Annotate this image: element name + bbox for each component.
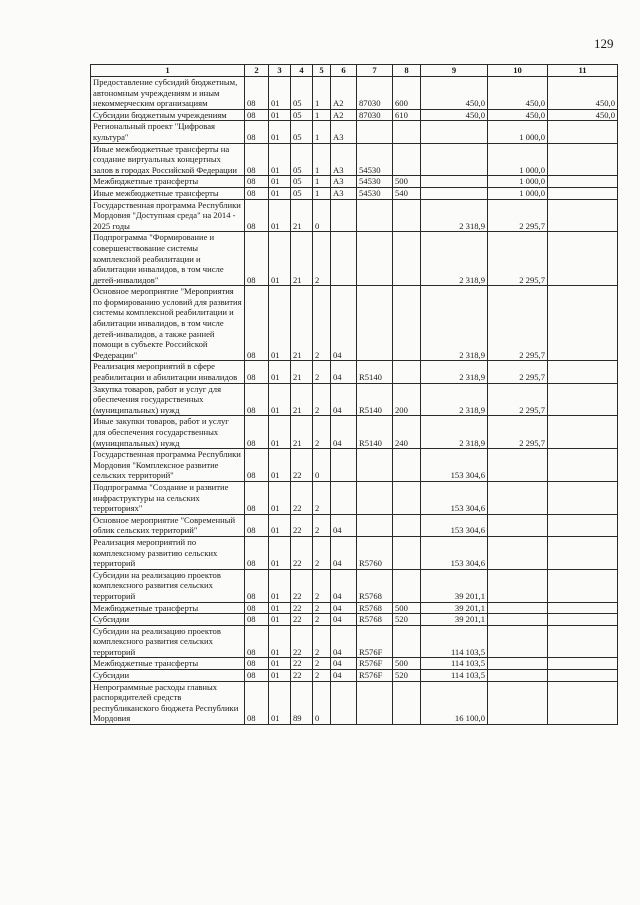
row-name-cell: Государственная программа Республики Мордовия "Комплексное развитие сельских территорий"	[91, 449, 245, 482]
amount-cell	[488, 536, 548, 569]
amount-cell: 450,0	[421, 77, 488, 110]
amount-cell: 2 295,7	[488, 232, 548, 286]
table-row	[91, 109, 618, 121]
code-cell: 2	[313, 625, 331, 658]
code-cell: R5768	[357, 569, 393, 602]
code-cell	[357, 514, 393, 536]
code-cell: 05	[291, 176, 313, 188]
amount-cell	[488, 670, 548, 682]
amount-cell	[488, 449, 548, 482]
code-cell	[357, 121, 393, 143]
code-cell: 08	[245, 602, 269, 614]
code-cell: R5140	[357, 383, 393, 416]
code-cell: 08	[245, 286, 269, 361]
code-cell: 540	[393, 187, 421, 199]
code-cell: 21	[291, 416, 313, 449]
code-cell: 08	[245, 681, 269, 724]
code-cell: 1	[313, 176, 331, 188]
column-header-7: 7	[357, 65, 393, 77]
code-cell: R5768	[357, 602, 393, 614]
code-cell: 01	[269, 361, 291, 383]
code-cell: 22	[291, 658, 313, 670]
table-row	[91, 176, 618, 188]
code-cell	[393, 481, 421, 514]
code-cell	[393, 232, 421, 286]
code-cell: 240	[393, 416, 421, 449]
amount-cell: 114 103,5	[421, 625, 488, 658]
column-header-11: 11	[548, 65, 618, 77]
table-row	[91, 536, 618, 569]
code-cell	[393, 286, 421, 361]
amount-cell: 1 000,0	[488, 143, 548, 176]
amount-cell	[548, 232, 618, 286]
amount-cell: 114 103,5	[421, 670, 488, 682]
code-cell: 04	[331, 536, 357, 569]
code-cell: 05	[291, 77, 313, 110]
code-cell: 500	[393, 658, 421, 670]
code-cell: 0	[313, 449, 331, 482]
amount-cell: 2 295,7	[488, 416, 548, 449]
code-cell: A3	[331, 187, 357, 199]
code-cell: 08	[245, 143, 269, 176]
code-cell	[357, 481, 393, 514]
code-cell: 2	[313, 383, 331, 416]
code-cell: 01	[269, 77, 291, 110]
code-cell: A3	[331, 121, 357, 143]
amount-cell	[548, 199, 618, 232]
code-cell: 01	[269, 143, 291, 176]
code-cell: 08	[245, 187, 269, 199]
amount-cell	[488, 481, 548, 514]
column-header-8: 8	[393, 65, 421, 77]
amount-cell	[548, 614, 618, 626]
code-cell	[357, 286, 393, 361]
amount-cell: 153 304,6	[421, 481, 488, 514]
amount-cell	[548, 361, 618, 383]
amount-cell: 153 304,6	[421, 449, 488, 482]
amount-cell	[548, 383, 618, 416]
row-name-cell: Непрограммные расходы главных распорядителей средств республиканского бюджета Республики Мордовия	[91, 681, 245, 724]
code-cell: 08	[245, 670, 269, 682]
code-cell: 2	[313, 286, 331, 361]
table-row	[91, 361, 618, 383]
code-cell	[393, 514, 421, 536]
row-name-cell: Субсидии	[91, 670, 245, 682]
amount-cell: 2 318,9	[421, 199, 488, 232]
row-name-cell: Реализация мероприятий по комплексному развитию сельских территорий	[91, 536, 245, 569]
amount-cell: 2 295,7	[488, 361, 548, 383]
row-name-cell: Иные межбюджетные трансферты на создание виртуальных концертных залов в городах Российской Федерации	[91, 143, 245, 176]
code-cell: 22	[291, 670, 313, 682]
column-header-9: 9	[421, 65, 488, 77]
amount-cell	[548, 286, 618, 361]
table-row	[91, 658, 618, 670]
code-cell: 01	[269, 187, 291, 199]
code-cell: 04	[331, 416, 357, 449]
code-cell: 05	[291, 143, 313, 176]
code-cell: 89	[291, 681, 313, 724]
code-cell: 2	[313, 614, 331, 626]
code-cell: 08	[245, 121, 269, 143]
code-cell: 08	[245, 199, 269, 232]
code-cell: 05	[291, 187, 313, 199]
amount-cell: 2 295,7	[488, 286, 548, 361]
amount-cell: 153 304,6	[421, 514, 488, 536]
code-cell: 21	[291, 383, 313, 416]
code-cell: 04	[331, 383, 357, 416]
code-cell	[357, 681, 393, 724]
amount-cell: 450,0	[548, 109, 618, 121]
code-cell: 2	[313, 416, 331, 449]
code-cell: 01	[269, 625, 291, 658]
code-cell: 2	[313, 658, 331, 670]
amount-cell: 114 103,5	[421, 658, 488, 670]
table-body	[91, 77, 618, 725]
amount-cell	[488, 681, 548, 724]
code-cell	[357, 199, 393, 232]
code-cell: 04	[331, 658, 357, 670]
amount-cell: 2 295,7	[488, 199, 548, 232]
row-name-cell: Межбюджетные трансферты	[91, 658, 245, 670]
table-row	[91, 449, 618, 482]
code-cell	[331, 481, 357, 514]
code-cell: A3	[331, 176, 357, 188]
row-name-cell: Закупка товаров, работ и услуг для обеспечения государственных (муниципальных) нужд	[91, 383, 245, 416]
code-cell: 2	[313, 232, 331, 286]
amount-cell	[548, 670, 618, 682]
amount-cell	[421, 187, 488, 199]
code-cell: 22	[291, 514, 313, 536]
row-name-cell: Иные закупки товаров, работ и услуг для обеспечения государственных (муниципальных) нужд	[91, 416, 245, 449]
code-cell: 2	[313, 536, 331, 569]
table-row	[91, 286, 618, 361]
column-header-6: 6	[331, 65, 357, 77]
amount-cell	[421, 143, 488, 176]
code-cell: 01	[269, 416, 291, 449]
code-cell	[393, 625, 421, 658]
header-row	[91, 65, 618, 77]
code-cell: 01	[269, 681, 291, 724]
code-cell: 200	[393, 383, 421, 416]
code-cell	[393, 449, 421, 482]
amount-cell: 450,0	[488, 77, 548, 110]
column-header-2: 2	[245, 65, 269, 77]
amount-cell	[548, 569, 618, 602]
table-row	[91, 199, 618, 232]
code-cell: 08	[245, 361, 269, 383]
row-name-cell: Субсидии	[91, 614, 245, 626]
code-cell: 2	[313, 602, 331, 614]
code-cell: 01	[269, 536, 291, 569]
row-name-cell: Межбюджетные трансферты	[91, 602, 245, 614]
code-cell: 01	[269, 481, 291, 514]
code-cell: 87030	[357, 109, 393, 121]
code-cell: 22	[291, 536, 313, 569]
amount-cell	[548, 625, 618, 658]
row-name-cell: Субсидии бюджетным учреждениям	[91, 109, 245, 121]
code-cell	[393, 361, 421, 383]
row-name-cell: Региональный проект "Цифровая культура"	[91, 121, 245, 143]
code-cell: 21	[291, 199, 313, 232]
amount-cell: 450,0	[488, 109, 548, 121]
code-cell: 04	[331, 670, 357, 682]
code-cell: 21	[291, 361, 313, 383]
code-cell: 01	[269, 176, 291, 188]
code-cell: 87030	[357, 77, 393, 110]
amount-cell: 1 000,0	[488, 121, 548, 143]
code-cell: 1	[313, 187, 331, 199]
code-cell: R576F	[357, 625, 393, 658]
row-name-cell: Субсидии на реализацию проектов комплексного развития сельских территорий	[91, 625, 245, 658]
amount-cell	[548, 176, 618, 188]
code-cell	[393, 121, 421, 143]
code-cell: 04	[331, 514, 357, 536]
code-cell: 22	[291, 625, 313, 658]
code-cell	[393, 569, 421, 602]
code-cell: 520	[393, 614, 421, 626]
code-cell: 08	[245, 514, 269, 536]
code-cell: 08	[245, 383, 269, 416]
code-cell: 2	[313, 361, 331, 383]
code-cell: 22	[291, 569, 313, 602]
table-row	[91, 514, 618, 536]
amount-cell: 1 000,0	[488, 176, 548, 188]
column-header-5: 5	[313, 65, 331, 77]
code-cell	[331, 449, 357, 482]
amount-cell	[548, 187, 618, 199]
amount-cell: 2 318,9	[421, 232, 488, 286]
code-cell: 500	[393, 602, 421, 614]
code-cell	[393, 536, 421, 569]
row-name-cell: Иные межбюджетные трансферты	[91, 187, 245, 199]
code-cell: 08	[245, 176, 269, 188]
table-row	[91, 121, 618, 143]
code-cell: 22	[291, 614, 313, 626]
code-cell: 54530	[357, 143, 393, 176]
amount-cell	[421, 121, 488, 143]
amount-cell	[548, 658, 618, 670]
row-name-cell: Подпрограмма "Создание и развитие инфраструктуры на сельских территориях"	[91, 481, 245, 514]
code-cell: 08	[245, 536, 269, 569]
code-cell: R5140	[357, 361, 393, 383]
code-cell: A2	[331, 77, 357, 110]
code-cell: 01	[269, 199, 291, 232]
code-cell: 04	[331, 625, 357, 658]
code-cell: 22	[291, 449, 313, 482]
table-row	[91, 187, 618, 199]
amount-cell: 2 318,9	[421, 286, 488, 361]
amount-cell	[488, 614, 548, 626]
row-name-cell: Государственная программа Республики Мордовия "Доступная среда" на 2014 - 2025 годы	[91, 199, 245, 232]
code-cell: 01	[269, 449, 291, 482]
amount-cell: 2 318,9	[421, 383, 488, 416]
code-cell: 04	[331, 286, 357, 361]
table-row	[91, 232, 618, 286]
code-cell: 08	[245, 449, 269, 482]
code-cell	[357, 449, 393, 482]
code-cell: 0	[313, 681, 331, 724]
row-name-cell: Предоставление субсидий бюджетным, автономным учреждениям и иным некоммерческим организациям	[91, 77, 245, 110]
code-cell: 01	[269, 569, 291, 602]
code-cell: R576F	[357, 670, 393, 682]
amount-cell: 1 000,0	[488, 187, 548, 199]
code-cell: 01	[269, 109, 291, 121]
code-cell: 08	[245, 481, 269, 514]
code-cell: 01	[269, 670, 291, 682]
table-row	[91, 602, 618, 614]
amount-cell: 39 201,1	[421, 614, 488, 626]
column-header-1: 1	[91, 65, 245, 77]
amount-cell	[488, 602, 548, 614]
code-cell: 01	[269, 232, 291, 286]
table-row	[91, 569, 618, 602]
code-cell: A3	[331, 143, 357, 176]
amount-cell	[548, 681, 618, 724]
amount-cell	[548, 449, 618, 482]
code-cell: 520	[393, 670, 421, 682]
code-cell: 600	[393, 77, 421, 110]
code-cell: 1	[313, 121, 331, 143]
code-cell: 04	[331, 361, 357, 383]
code-cell: 08	[245, 77, 269, 110]
code-cell: 0	[313, 199, 331, 232]
page-number: 129	[594, 36, 614, 51]
table-row	[91, 383, 618, 416]
amount-cell	[548, 514, 618, 536]
code-cell: 1	[313, 77, 331, 110]
amount-cell	[548, 602, 618, 614]
code-cell: 04	[331, 569, 357, 602]
code-cell: 08	[245, 569, 269, 602]
code-cell: 08	[245, 232, 269, 286]
amount-cell: 39 201,1	[421, 569, 488, 602]
amount-cell: 153 304,6	[421, 536, 488, 569]
code-cell: R576F	[357, 658, 393, 670]
code-cell: 21	[291, 286, 313, 361]
code-cell: 08	[245, 625, 269, 658]
row-name-cell: Основное мероприятие "Мероприятия по формированию условий для развития системы комплексной реабилитации и абилитации инвалидов, в том числе детей-инвалидов, а также ранней помощи в субъекте Российской Федерации"	[91, 286, 245, 361]
code-cell: A2	[331, 109, 357, 121]
code-cell: 08	[245, 658, 269, 670]
amount-cell	[488, 514, 548, 536]
amount-cell: 2 318,9	[421, 361, 488, 383]
table-row	[91, 416, 618, 449]
code-cell: 54530	[357, 176, 393, 188]
code-cell	[393, 681, 421, 724]
code-cell: 01	[269, 514, 291, 536]
amount-cell	[421, 176, 488, 188]
code-cell: 54530	[357, 187, 393, 199]
code-cell: 05	[291, 109, 313, 121]
code-cell: 2	[313, 514, 331, 536]
table-row	[91, 143, 618, 176]
code-cell	[357, 232, 393, 286]
code-cell: 1	[313, 109, 331, 121]
row-name-cell: Межбюджетные трансферты	[91, 176, 245, 188]
amount-cell	[488, 569, 548, 602]
amount-cell	[548, 416, 618, 449]
code-cell: 04	[331, 602, 357, 614]
amount-cell	[488, 658, 548, 670]
code-cell: 08	[245, 109, 269, 121]
amount-cell	[548, 143, 618, 176]
table-row	[91, 481, 618, 514]
row-name-cell: Реализация мероприятий в сфере реабилитации и абилитации инвалидов	[91, 361, 245, 383]
code-cell: 21	[291, 232, 313, 286]
amount-cell	[548, 536, 618, 569]
code-cell: 08	[245, 416, 269, 449]
code-cell: 01	[269, 614, 291, 626]
code-cell	[393, 143, 421, 176]
table-row	[91, 614, 618, 626]
code-cell: 22	[291, 481, 313, 514]
code-cell: 2	[313, 481, 331, 514]
code-cell: R5760	[357, 536, 393, 569]
amount-cell: 2 295,7	[488, 383, 548, 416]
code-cell: 22	[291, 602, 313, 614]
table-row	[91, 681, 618, 724]
amount-cell	[548, 121, 618, 143]
code-cell: 01	[269, 286, 291, 361]
column-header-4: 4	[291, 65, 313, 77]
row-name-cell: Субсидии на реализацию проектов комплексного развития сельских территорий	[91, 569, 245, 602]
code-cell	[331, 199, 357, 232]
code-cell	[393, 199, 421, 232]
table-row	[91, 670, 618, 682]
code-cell: 610	[393, 109, 421, 121]
code-cell: R5768	[357, 614, 393, 626]
code-cell: 01	[269, 383, 291, 416]
code-cell: 2	[313, 569, 331, 602]
amount-cell: 450,0	[548, 77, 618, 110]
code-cell: 01	[269, 121, 291, 143]
row-name-cell: Основное мероприятие "Современный облик сельских территорий"	[91, 514, 245, 536]
amount-cell	[548, 481, 618, 514]
code-cell: 04	[331, 614, 357, 626]
code-cell: 2	[313, 670, 331, 682]
code-cell	[331, 232, 357, 286]
code-cell: 500	[393, 176, 421, 188]
amount-cell: 450,0	[421, 109, 488, 121]
code-cell: 1	[313, 143, 331, 176]
table-row	[91, 77, 618, 110]
code-cell: 08	[245, 614, 269, 626]
amount-cell: 39 201,1	[421, 602, 488, 614]
column-header-3: 3	[269, 65, 291, 77]
row-name-cell: Подпрограмма "Формирование и совершенствование системы комплексной реабилитации и абилитации инвалидов, в том числе детей-инвалидов"	[91, 232, 245, 286]
amount-cell	[488, 625, 548, 658]
column-header-10: 10	[488, 65, 548, 77]
code-cell: 01	[269, 658, 291, 670]
amount-cell: 2 318,9	[421, 416, 488, 449]
code-cell: 05	[291, 121, 313, 143]
table-row	[91, 625, 618, 658]
code-cell	[331, 681, 357, 724]
code-cell: R5140	[357, 416, 393, 449]
amount-cell: 16 100,0	[421, 681, 488, 724]
budget-table	[90, 64, 618, 725]
code-cell: 01	[269, 602, 291, 614]
